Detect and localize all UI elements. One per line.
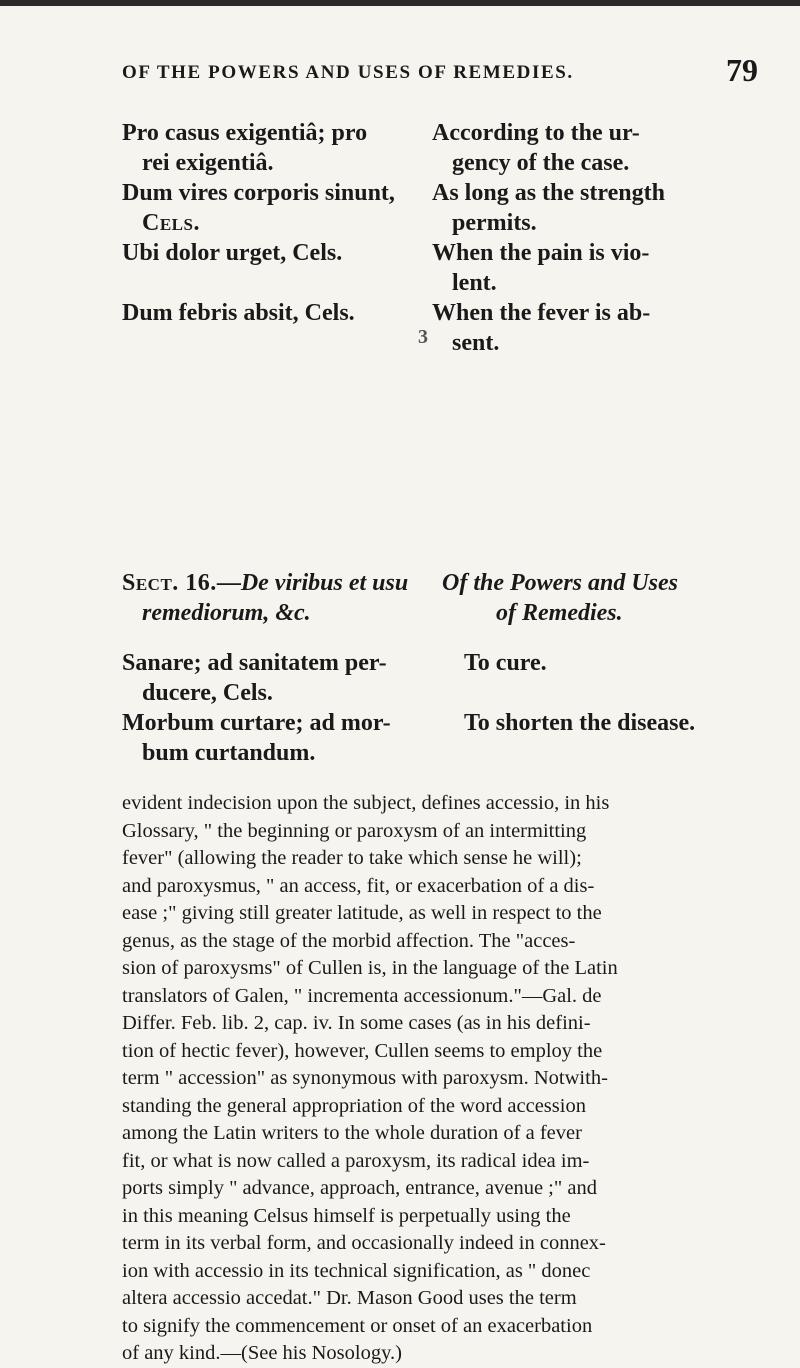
entry-line: bum curtandum. [142,740,316,766]
entry-line: rei exigentiâ. [142,150,274,176]
entry-line: Pro casus exigentiâ; pro [122,120,368,146]
running-head [0,50,770,100]
entry-line: When the pain is vio- [432,240,650,266]
entries-bottom-left [122,648,391,768]
paragraph-line: in this meaning Celsus himself is perpetually using the [122,1204,571,1227]
entry-line: Dum vires corporis sinunt, [122,180,395,206]
paragraph-line: of any kind.—(See his Nosology.) [122,1342,402,1364]
entry-line: Ubi dolor urget, Cels. [122,240,343,266]
entry-line [464,738,695,768]
entries-top-left [122,118,395,328]
paragraph-line: and paroxysmus, " an access, fit, or exacerbation of a dis- [122,874,595,897]
section-label: Sect. 16. [122,570,217,596]
entry-line: sent. [452,330,500,356]
entry-line [122,268,395,298]
entry-line: When the fever is ab- [432,300,651,326]
entries-bottom-right [464,648,695,768]
paragraph-line: Glossary, " the beginning or paroxysm of an intermitting [122,819,587,842]
paragraph-line: tion of hectic fever), however, Cullen seems to employ the [122,1039,603,1062]
paragraph-line: ease ;" giving still greater latitude, as well in respect to the [122,902,602,924]
entry-line: Cels. [142,210,200,236]
body-paragraph [122,790,770,1368]
page-number: 79 [726,52,758,88]
section-heading-english [442,568,678,628]
paragraph-line: term in its verbal form, and occasionally indeed in connex- [122,1232,606,1254]
paragraph-line: fever" (allowing the reader to take which sense he will); [122,847,582,869]
section-english-title-cont: of Remedies. [496,600,623,626]
entries-top-right [432,118,665,358]
entry-line [464,678,695,708]
paragraph-line: evident indecision upon the subject, defines accessio, in his [122,792,610,814]
paragraph-line: term " accession" as synonymous with paroxysm. Notwith- [122,1067,608,1089]
entry-line: Dum febris absit, Cels. [122,300,355,326]
entry-line: gency of the case. [452,150,630,176]
section-latin-title-cont: remediorum, &c. [142,600,311,626]
running-title: OF THE POWERS AND USES OF REMEDIES. [122,62,574,83]
entry-line: To cure. [464,650,547,676]
entry-line: To shorten the disease. [464,710,696,736]
paragraph-line: sion of paroxysms" of Cullen is, in the language of the Latin [122,957,618,979]
stray-mark: 3 [418,326,428,348]
paragraph-line: to signify the commencement or onset of an exacerbation [122,1314,593,1337]
paragraph-line: standing the general appropriation of the word accession [122,1094,586,1117]
entry-line: ducere, Cels. [142,680,273,706]
paragraph-line: genus, as the stage of the morbid affection. The "acces- [122,929,576,952]
entry-line: Sanare; ad sanitatem per- [122,650,387,676]
paragraph-line: among the Latin writers to the whole duration of a fever [122,1122,582,1144]
entry-line: permits. [452,210,537,236]
top-rule [0,0,800,6]
section-english-title: Of the Powers and Uses [442,570,679,596]
section-latin-title: De viribus et usu [240,570,409,596]
paragraph-line: fit, or what is now called a paroxysm, its radical idea im- [122,1149,590,1172]
section-heading-latin: Sect. 16.—De viribus et usu remediorum, &c. [122,570,409,626]
entry-line: Morbum curtare; ad mor- [122,710,391,736]
entry-line: As long as the strength [432,180,665,206]
entry-line: According to the ur- [432,120,640,146]
paragraph-line: Differ. Feb. lib. 2, cap. iv. In some cases (as in his defini- [122,1012,591,1034]
paragraph-line: ion with accessio in its technical signification, as " donec [122,1259,591,1282]
paragraph-line: ports simply " advance, approach, entrance, avenue ;" and [122,1177,597,1199]
paragraph-line: altera accessio accedat." Dr. Mason Good uses the term [122,1287,577,1309]
paragraph-line: translators of Galen, " incrementa accessionum."—Gal. de [122,984,602,1007]
entry-line: lent. [452,270,497,296]
